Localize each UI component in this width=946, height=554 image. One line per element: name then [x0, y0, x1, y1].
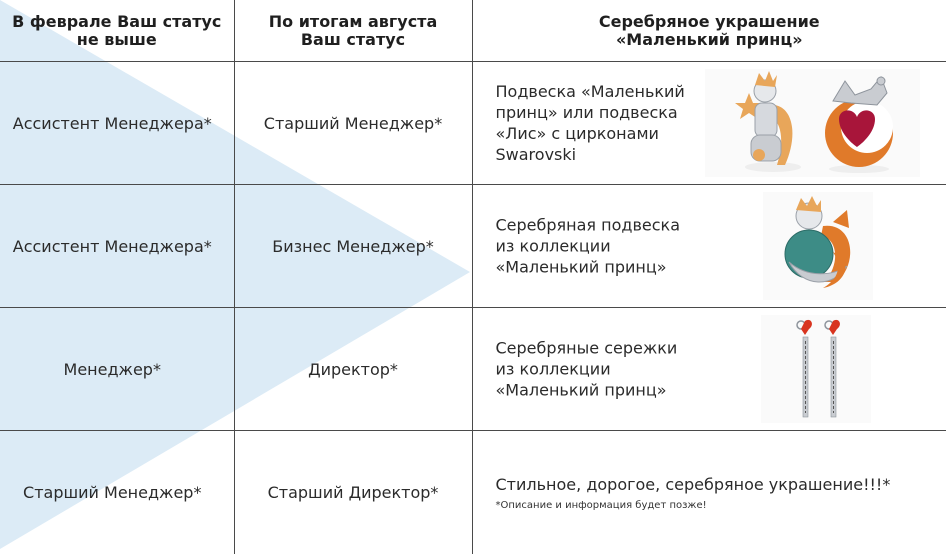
earrings-photo — [761, 315, 871, 423]
table-row — [0, 431, 946, 554]
from-status-cell: Ассистент Менеджера* — [0, 185, 234, 308]
header-august-status: По итогам августа Ваш статус — [234, 0, 472, 62]
gift-description: Подвеска «Маленький принц» или подвеска «Лис» с цирконами Swarovski — [496, 81, 696, 165]
gift-description: Серебряные сережки из коллекции «Маленький принц» — [496, 338, 696, 401]
to-status-cell: Директор* — [234, 308, 472, 431]
gift-cell — [472, 185, 946, 308]
from-status-cell: Менеджер* — [0, 308, 234, 431]
table-row — [0, 308, 946, 431]
header-february-status: В феврале Ваш статус не выше — [0, 0, 234, 62]
gift-description: Стильное, дорогое, серебряное украшение!!!* *Описание и информация будет позже! — [496, 474, 936, 512]
gift-cell — [472, 308, 946, 431]
prince-with-fox-pendant-photo — [763, 192, 873, 300]
header-silver-jewelry: Серебряное украшение «Маленький принц» — [472, 0, 946, 62]
to-status-cell: Старший Директор* — [234, 431, 472, 554]
gift-cell — [472, 431, 946, 554]
from-status-cell: Старший Менеджер* — [0, 431, 234, 554]
table-row — [0, 62, 946, 185]
gift-footnote: *Описание и информация будет позже! — [496, 499, 936, 512]
table-row — [0, 185, 946, 308]
gift-cell — [472, 62, 946, 185]
to-status-cell: Бизнес Менеджер* — [234, 185, 472, 308]
gift-description: Серебряная подвеска из коллекции «Маленький принц» — [496, 215, 696, 278]
to-status-cell: Старший Менеджер* — [234, 62, 472, 185]
from-status-cell: Ассистент Менеджера* — [0, 62, 234, 185]
header-row — [0, 0, 946, 62]
prince-and-fox-pendants-photo — [705, 69, 920, 177]
